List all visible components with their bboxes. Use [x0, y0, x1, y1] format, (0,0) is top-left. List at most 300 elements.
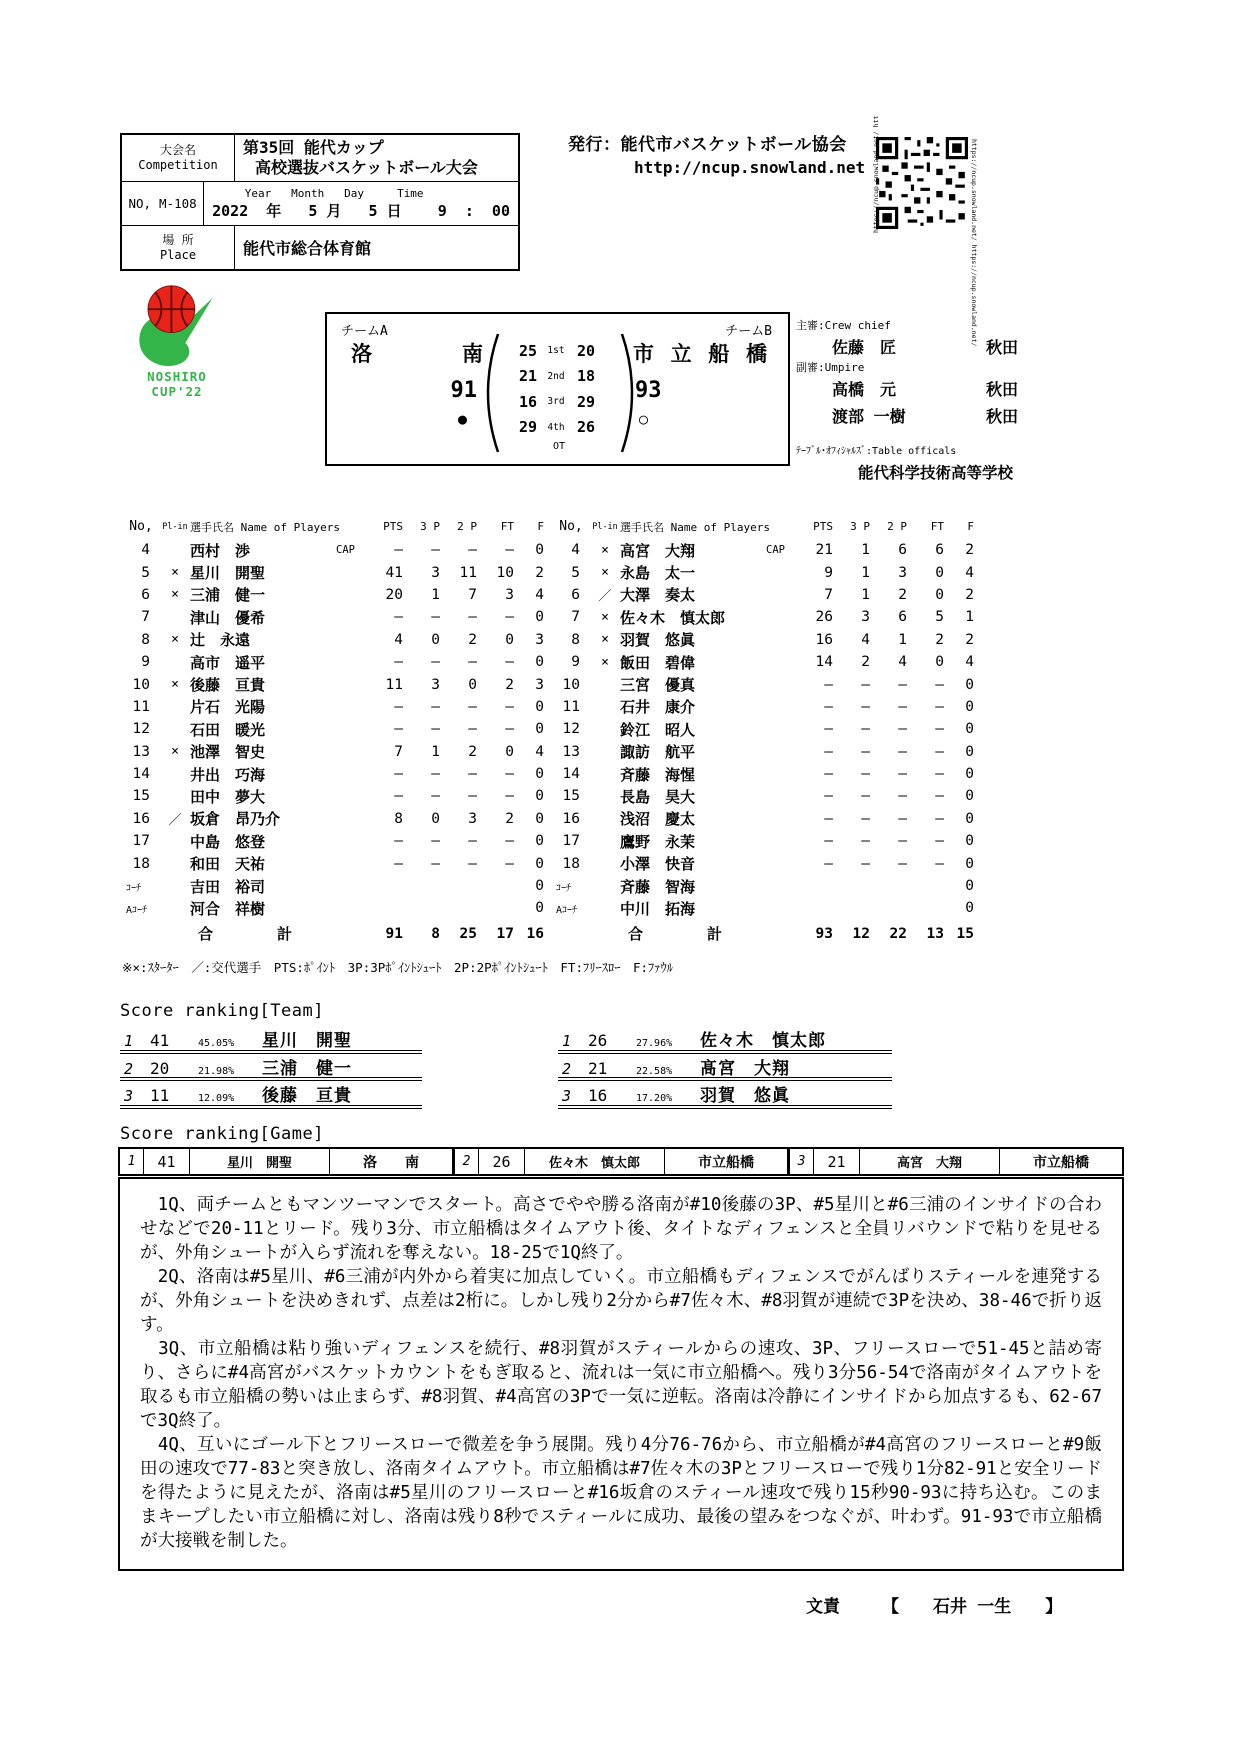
- player-name: 中島 悠登: [190, 832, 266, 851]
- ranking-row: [558, 1081, 892, 1109]
- table-officials-label: ﾃｰﾌﾞﾙ･ｵﾌｨｼｬﾙｽﾞ:Table officals: [796, 446, 957, 457]
- game-number-value: M-108: [159, 196, 197, 211]
- stat-ft: –: [935, 788, 944, 805]
- stat-f: 0: [535, 542, 544, 559]
- quarter-score-b: 26: [577, 418, 596, 437]
- stat-f: 0: [965, 766, 974, 783]
- player-start-mark: ／: [168, 813, 182, 829]
- ranking-points: 26: [588, 1031, 608, 1050]
- qr-code: [876, 137, 968, 229]
- captain-mark: CAP: [766, 544, 785, 557]
- quarter-score-b: 20: [577, 341, 596, 360]
- stat-p2: 3: [898, 564, 907, 581]
- header-row-place: [122, 225, 518, 269]
- player-row: [552, 673, 984, 695]
- stat-p2: 6: [898, 542, 907, 559]
- ranking-rank: 2: [455, 1149, 479, 1174]
- stat-p3: 0: [431, 631, 440, 648]
- player-name: 佐々木 慎太郎: [620, 608, 726, 627]
- player-row: [552, 830, 984, 852]
- player-row: [122, 673, 554, 695]
- umpire-row: [796, 375, 1126, 402]
- game-number-label: NO,: [128, 196, 152, 211]
- total-row: [552, 923, 984, 945]
- stat-f: 4: [965, 654, 974, 671]
- player-number: 8: [571, 631, 580, 648]
- tournament-logo: [124, 283, 230, 399]
- stat-p3: –: [861, 788, 870, 805]
- total-ft: 13: [926, 925, 944, 942]
- stat-f: 0: [965, 676, 974, 693]
- stat-f: 0: [965, 698, 974, 715]
- stat-f: 0: [965, 788, 974, 805]
- ranking-rank: 3: [124, 1087, 134, 1105]
- stat-f: 0: [535, 810, 544, 827]
- total-label-part2: 計: [277, 925, 293, 944]
- stat-pts: –: [394, 833, 403, 850]
- player-number: 9: [141, 654, 150, 671]
- player-row: [122, 561, 554, 583]
- team-b-result-mark: ○: [639, 410, 649, 428]
- player-start-mark: ×: [171, 632, 179, 648]
- stat-f: 0: [535, 855, 544, 872]
- quarter-score-a: 21: [518, 367, 537, 386]
- credit-label: 文責: [806, 1597, 840, 1617]
- stat-pts: –: [394, 788, 403, 805]
- credit-bracket-close: 】: [1045, 1597, 1063, 1617]
- stat-ft: –: [935, 833, 944, 850]
- player-number: 4: [141, 542, 150, 559]
- ranking-game-title: Score ranking[Game]: [120, 1124, 324, 1144]
- player-name: 永島 太一: [620, 564, 696, 583]
- stat-ft: –: [505, 698, 514, 715]
- team-b-name: 市立船橋: [633, 342, 767, 366]
- player-row: [122, 808, 554, 830]
- stat-ft: 10: [496, 564, 514, 581]
- game-datetime: [204, 182, 518, 225]
- stat-p2: –: [898, 766, 907, 783]
- stat-ft: 2: [505, 676, 514, 693]
- player-name: 田中 夢大: [190, 787, 266, 806]
- stat-f: 0: [965, 900, 974, 917]
- header-pl-in: Pl-in: [162, 521, 188, 532]
- team_b-rows: [552, 539, 984, 945]
- stat-f: 0: [965, 721, 974, 738]
- player-name: 和田 天祐: [190, 855, 266, 874]
- competition-line1: 第35回 能代カップ: [243, 138, 384, 157]
- stat-ft: 6: [935, 542, 944, 559]
- total-p3: 8: [431, 925, 440, 942]
- stat-p2: –: [468, 542, 477, 559]
- stat-f: 0: [965, 878, 974, 895]
- header-3p: 3 P: [420, 520, 440, 533]
- player-number: 7: [141, 609, 150, 626]
- coach-name: 中川 拓海: [620, 899, 696, 918]
- quarter-label: 1st: [547, 345, 565, 357]
- stat-ft: –: [505, 855, 514, 872]
- ranking-percent: 27.96%: [636, 1038, 673, 1049]
- stat-pts: –: [394, 609, 403, 626]
- ranking-row: [558, 1054, 892, 1082]
- player-name: 石井 康介: [620, 698, 696, 717]
- header-row-competition: [122, 135, 518, 181]
- player-start-mark: ×: [601, 565, 609, 581]
- header-row-game-no: [122, 181, 518, 225]
- game-summary-box: [118, 1177, 1124, 1571]
- ranking-team-a: [120, 1026, 422, 1109]
- stat-f: 4: [535, 586, 544, 603]
- player-start-mark: ／: [598, 589, 612, 605]
- ranking-player-name: 佐々木 慎太郎: [525, 1149, 665, 1174]
- stat-p3: –: [431, 721, 440, 738]
- player-number: 7: [571, 609, 580, 626]
- player-name: 坂倉 昂乃介: [190, 810, 281, 829]
- publisher-url[interactable]: http://ncup.snowland.net: [634, 158, 866, 177]
- ranking-points: 21: [814, 1149, 860, 1174]
- ranking-player-name: 羽賀 悠眞: [700, 1086, 790, 1106]
- player-start-mark: ×: [601, 609, 609, 625]
- player-number: 16: [562, 810, 580, 827]
- ranking-rank: 1: [120, 1149, 144, 1174]
- player-start-mark: ×: [601, 632, 609, 648]
- team-a-result-mark: ●: [457, 410, 467, 428]
- player-name: 羽賀 悠眞: [620, 631, 696, 650]
- stat-pts: –: [394, 698, 403, 715]
- stat-f: 3: [535, 631, 544, 648]
- stat-p2: 11: [459, 564, 477, 581]
- scoreboard: [325, 312, 790, 466]
- ranking-game-group: [452, 1149, 787, 1174]
- player-start-mark: ×: [601, 654, 609, 670]
- player-row: [552, 696, 984, 718]
- total-label-part1: 合: [627, 925, 643, 944]
- header-no: No,: [559, 519, 583, 534]
- team-a-score: 91: [450, 378, 477, 403]
- quarter-bracket-left-icon: [475, 332, 501, 454]
- total-label-part1: 合: [197, 925, 213, 944]
- stat-p2: –: [898, 676, 907, 693]
- stat-p2: 2: [468, 743, 477, 760]
- ranking-points: 21: [588, 1058, 608, 1078]
- total-pts: 93: [815, 925, 833, 942]
- coach-name: 河合 祥樹: [190, 899, 266, 918]
- player-row: [122, 830, 554, 852]
- player-row: [552, 651, 984, 673]
- stat-p2: –: [898, 721, 907, 738]
- stat-ft: 5: [935, 609, 944, 626]
- header-player-name: 選手氏名 Name of Players: [190, 520, 340, 534]
- stat-f: 0: [535, 721, 544, 738]
- coach-name: 斉藤 智海: [620, 877, 696, 896]
- ranking-player-name: 三浦 健一: [262, 1058, 352, 1079]
- ranking-row: [120, 1081, 422, 1109]
- stat-f: 0: [535, 609, 544, 626]
- stat-p2: –: [898, 698, 907, 715]
- player-start-mark: ×: [171, 587, 179, 603]
- player-number: 5: [141, 564, 150, 581]
- stat-p2: –: [468, 788, 477, 805]
- logo-text-line1: NOSHIRO: [147, 369, 207, 384]
- player-number: 17: [132, 833, 150, 850]
- total-ft: 17: [496, 925, 514, 942]
- header-table: [120, 133, 520, 271]
- ranking-points: 16: [588, 1086, 608, 1105]
- player-number: 17: [562, 833, 580, 850]
- stat-pts: –: [824, 788, 833, 805]
- summary-paragraph: 2Q、洛南は#5星川、#6三浦が内外から着実に加点していく。市立船橋もディフェンスでがんばりスティールを連発するが、外角シュートを決めきれず、点差は2桁に。しかし残り2分から#7佐々木、#8羽賀が連続で3Pを決め、38-46で折り返す。: [140, 1267, 1102, 1335]
- stat-p2: 2: [898, 586, 907, 603]
- player-name: 三宮 優真: [620, 676, 696, 695]
- crew-chief-name: 佐藤 匠: [832, 338, 897, 357]
- stat-ft: –: [505, 766, 514, 783]
- stat-p3: –: [431, 833, 440, 850]
- player-row: [552, 741, 984, 763]
- place-label-en: Place: [159, 247, 197, 262]
- stat-f: 4: [965, 564, 974, 581]
- stat-f: 1: [965, 609, 974, 626]
- stat-pts: –: [394, 654, 403, 671]
- team-a-column: [351, 340, 483, 428]
- player-number: 18: [132, 855, 150, 872]
- stat-p3: –: [431, 766, 440, 783]
- stat-f: 0: [535, 833, 544, 850]
- place-value: 能代市総合体育館: [243, 239, 372, 258]
- stat-p2: –: [468, 721, 477, 738]
- place-value-cell: [235, 226, 518, 269]
- stat-ft: –: [505, 654, 514, 671]
- player-start-mark: ×: [601, 542, 609, 558]
- quarter-row: [503, 415, 615, 441]
- quarter-label: 3rd: [547, 396, 565, 408]
- ranking-points: 41: [150, 1031, 170, 1050]
- stat-ft: –: [505, 542, 514, 559]
- stat-p2: –: [468, 609, 477, 626]
- player-row: [552, 539, 984, 561]
- stat-f: 0: [965, 855, 974, 872]
- player-name: 井出 巧海: [190, 765, 266, 784]
- stat-f: 0: [535, 654, 544, 671]
- ranking-team-name: 市立船橋: [1033, 1154, 1089, 1171]
- ranking-game-row: [118, 1147, 1124, 1176]
- player-name: 後藤 亘貴: [190, 676, 266, 695]
- player-name: 斉藤 海惺: [620, 765, 696, 784]
- stat-pts: 7: [824, 586, 833, 603]
- stat-p3: –: [861, 698, 870, 715]
- coach-row: [552, 875, 984, 897]
- player-number: 10: [132, 676, 150, 693]
- team-b-column: [633, 340, 767, 428]
- ranking-team-b: [558, 1026, 892, 1109]
- stat-ft: 0: [505, 631, 514, 648]
- ranking-rank: 1: [562, 1032, 572, 1050]
- quarter-row: [503, 338, 615, 364]
- player-number: 5: [571, 564, 580, 581]
- place-label-jp: 場 所: [162, 232, 194, 247]
- stat-p2: –: [898, 833, 907, 850]
- stat-f: 2: [535, 564, 544, 581]
- player-name: 高宮 大翔: [620, 541, 696, 560]
- player-number: 15: [562, 788, 580, 805]
- stat-p2: –: [468, 654, 477, 671]
- team-b-label: チームB: [725, 324, 772, 339]
- stat-pts: –: [824, 676, 833, 693]
- player-row: [122, 785, 554, 807]
- player-row: [122, 584, 554, 606]
- ranking-rank: 2: [562, 1059, 572, 1078]
- quarter-scores-panel: [503, 338, 615, 452]
- player-name: 飯田 碧偉: [620, 653, 696, 672]
- player-row: [122, 696, 554, 718]
- competition-value: [235, 135, 518, 181]
- umpire-name: 高橋 元: [832, 380, 897, 399]
- umpire-label: 副審:Umpire: [796, 361, 865, 374]
- total-label-part2: 計: [707, 925, 723, 944]
- crew-chief-prefecture: 秋田: [986, 338, 1019, 357]
- stat-ft: –: [505, 788, 514, 805]
- player-name: 津山 優希: [190, 608, 266, 627]
- player-start-mark: ×: [171, 744, 179, 760]
- quarter-label: 4th: [547, 421, 565, 433]
- stat-p2: 4: [898, 654, 907, 671]
- stats-header-row: [552, 514, 984, 539]
- header-pts: PTS: [383, 520, 403, 533]
- player-number: 6: [141, 586, 150, 603]
- stats-legend: ※×:ｽﾀｰﾀｰ ／:交代選手 PTS:ﾎﾟｲﾝﾄ 3P:3Pﾎﾟｲﾝﾄｼｭｰﾄ 2P:2Pﾎﾟｲﾝﾄｼｭｰﾄ FT:ﾌﾘｰｽﾛｰ F:ﾌｧｳﾙ: [122, 960, 674, 975]
- player-row: [122, 651, 554, 673]
- ranking-player-name: 星川 開聖: [262, 1031, 352, 1051]
- total-p2: 22: [889, 925, 907, 942]
- stat-p2: –: [468, 766, 477, 783]
- player-start-mark: ×: [171, 565, 179, 581]
- stat-ft: 3: [505, 586, 514, 603]
- date-column-headers: Year Month Day Time: [238, 186, 424, 200]
- stat-ft: 0: [935, 586, 944, 603]
- player-name: 西村 渉: [190, 541, 251, 560]
- stat-pts: –: [824, 721, 833, 738]
- credit-name: 石井 一生: [933, 1597, 1012, 1617]
- stat-f: 0: [965, 743, 974, 760]
- total-f: 16: [526, 925, 544, 942]
- stat-p3: 1: [431, 586, 440, 603]
- ranking-rank: 2: [124, 1059, 134, 1078]
- competition-label-jp: 大会名: [159, 143, 196, 157]
- team_a-rows: [122, 539, 554, 945]
- logo-text-line2: CUP'22: [151, 384, 203, 399]
- header-ft: FT: [930, 520, 944, 533]
- team-a-stats-table: [122, 514, 554, 945]
- player-row: [552, 606, 984, 628]
- stat-p3: –: [861, 721, 870, 738]
- stat-pts: 8: [394, 810, 403, 827]
- player-row: [552, 561, 984, 583]
- stat-p3: –: [431, 855, 440, 872]
- total-f: 15: [956, 925, 974, 942]
- header-2p: 2 P: [887, 520, 907, 533]
- stat-p3: –: [861, 743, 870, 760]
- umpire-prefecture: 秋田: [986, 407, 1019, 426]
- coach-label: ｺｰﾁ: [556, 882, 571, 894]
- stat-pts: 41: [385, 564, 403, 581]
- date-value: 2022 年 5 月 5 日 9 : 00: [212, 201, 510, 220]
- summary-paragraphs: [140, 1193, 1102, 1553]
- stat-p2: –: [898, 788, 907, 805]
- ranking-player-name: 星川 開聖: [190, 1149, 330, 1174]
- stat-p3: –: [861, 676, 870, 693]
- player-number: 8: [141, 631, 150, 648]
- player-number: 16: [132, 810, 150, 827]
- header-f: F: [537, 520, 544, 533]
- stat-pts: 7: [394, 743, 403, 760]
- header-3p: 3 P: [850, 520, 870, 533]
- player-name: 辻 永遠: [190, 631, 251, 650]
- umpire-name: 渡部 一樹: [832, 407, 906, 426]
- stat-pts: –: [824, 698, 833, 715]
- total-p3: 12: [852, 925, 870, 942]
- player-name: 三浦 健一: [190, 586, 266, 605]
- qr-caption-right: https://ncup.snowland.net/ https://ncup.snowland.net/: [970, 139, 978, 347]
- stat-pts: 26: [815, 609, 833, 626]
- stat-ft: –: [935, 743, 944, 760]
- quarter-label: 2nd: [547, 370, 565, 382]
- coach-label: Aｺｰﾁ: [556, 904, 578, 916]
- player-name: 鷹野 永茉: [620, 832, 696, 851]
- stat-p3: 3: [861, 609, 870, 626]
- stat-pts: –: [824, 855, 833, 872]
- ranking-player-name: 後藤 亘貴: [262, 1086, 352, 1106]
- team-a-name: 洛 南: [351, 342, 483, 366]
- stat-pts: –: [824, 810, 833, 827]
- player-start-mark: ×: [171, 677, 179, 693]
- total-label: [552, 923, 798, 944]
- player-name: 浅沼 慶太: [620, 810, 696, 829]
- player-row: [552, 763, 984, 785]
- ranking-team-title: Score ranking[Team]: [120, 1001, 324, 1021]
- stat-ft: 2: [505, 810, 514, 827]
- stat-pts: –: [394, 855, 403, 872]
- stat-f: 0: [965, 833, 974, 850]
- player-name: 大澤 奏太: [620, 586, 696, 605]
- stat-p2: –: [468, 855, 477, 872]
- stat-f: 4: [535, 743, 544, 760]
- stat-f: 0: [535, 766, 544, 783]
- player-row: [122, 539, 554, 561]
- crew-chief-label: 主審:Crew chief: [796, 319, 891, 332]
- stat-pts: 11: [385, 676, 403, 693]
- stat-ft: –: [505, 833, 514, 850]
- coach-name: 吉田 裕司: [190, 877, 266, 896]
- total-pts: 91: [385, 925, 403, 942]
- stat-p3: 4: [861, 631, 870, 648]
- stat-ft: 0: [935, 564, 944, 581]
- stat-pts: 9: [824, 564, 833, 581]
- player-name: 長島 昊大: [620, 787, 696, 806]
- team-b-stats-table: [552, 514, 984, 945]
- assistant-coach-row: [552, 897, 984, 919]
- player-row: [122, 741, 554, 763]
- ranking-player-name: 佐々木 慎太郎: [700, 1031, 826, 1051]
- assistant-coach-row: [122, 897, 554, 919]
- summary-paragraph: 3Q、市立船橋は粘り強いディフェンスを続行、#8羽賀がスティールからの速攻、3P、フリースローで51-45と詰め寄り、さらに#4高宮がバスケットカウントをもぎ取ると、流れは一気に市立船橋へ。残り3分56-54で洛南がタイムアウトを取るも市立船橋の勢いは止まらず、#8羽賀、#4高宮の3Pで一気に逆転。洛南は冷静にインサイドから加点するも、62-67で3Q終了。: [140, 1339, 1102, 1431]
- stat-p3: –: [861, 855, 870, 872]
- header-pts: PTS: [813, 520, 833, 533]
- team-a-label: チームA: [341, 324, 388, 339]
- player-name: 石田 暖光: [190, 720, 266, 739]
- credit-bracket-open: 【: [882, 1597, 899, 1617]
- ranking-points: 20: [150, 1058, 170, 1078]
- quarter-row: [503, 389, 615, 415]
- stat-ft: –: [505, 721, 514, 738]
- captain-mark: CAP: [336, 544, 355, 557]
